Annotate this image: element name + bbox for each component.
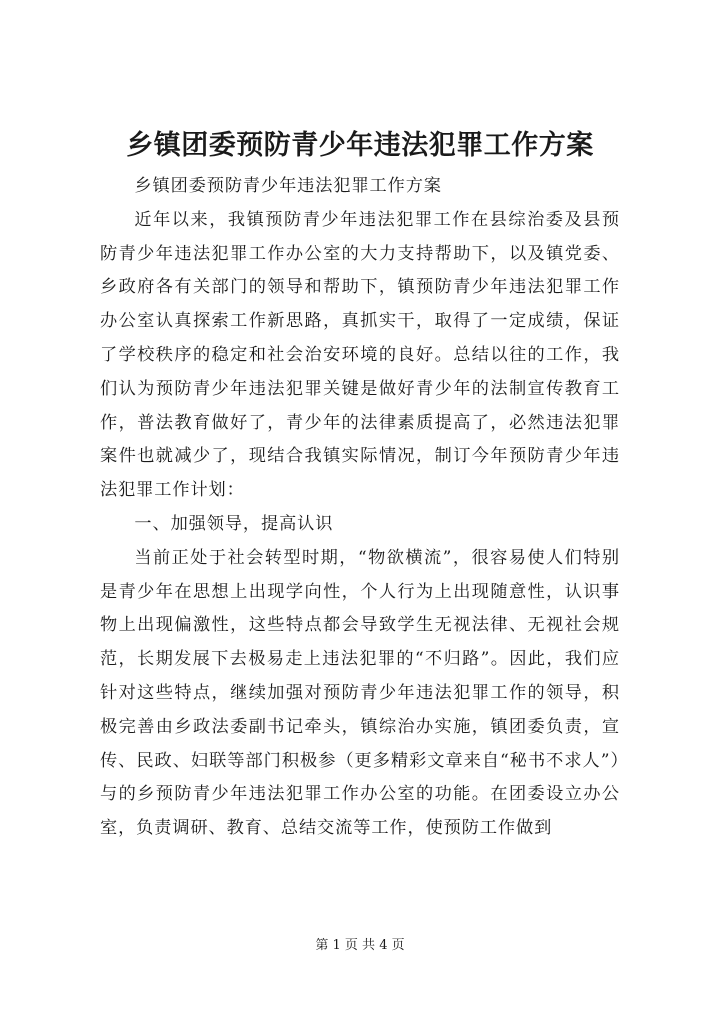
document-body <box>100 170 620 846</box>
document-title: 乡镇团委预防青少年违法犯罪工作方案 <box>126 130 594 161</box>
section-heading: 一、加强领导，提高认识 <box>134 513 334 534</box>
page-number: 第 1 页 共 4 页 <box>315 938 405 953</box>
section-paragraph: 当前正处于社会转型时期，“物欲横流”，很容易使人们特别是青少年在思想上出现学向性，个人行为上出现随意性，认识事物上出现偏激性，这些特点都会导致学生无视法律、无视社会规范，长期发展下去极易走上违法犯罪的“不归路”。因此，我们应针对这些特点，继续加强对预防青少年违法犯罪工作的领导，积极完善由乡政法委副书记牵头，镇综治办实施，镇团委负责，宣传、民政、妇联等部门积极参（更多精彩文章来自“秘书不求人”）与的乡预防青少年违法犯罪工作办公室的功能。在团委设立办公室，负责调研、教育、总结交流等工作，使预防工作做到 <box>100 547 620 839</box>
subtitle-paragraph: 乡镇团委预防青少年违法犯罪工作方案 <box>134 176 442 196</box>
intro-paragraph: 近年以来，我镇预防青少年违法犯罪工作在县综治委及县预防青少年违法犯罪工作办公室的大力支持帮助下，以及镇党委、乡政府各有关部门的领导和帮助下，镇预防青少年违法犯罪工作办公室认真探索工作新思路，真抓实干，取得了一定成绩，保证了学校秩序的稳定和社会治安环境的良好。总结以往的工作，我们认为预防青少年违法犯罪关键是做好青少年的法制宣传教育工作，普法教育做好了，青少年的法律素质提高了，必然违法犯罪案件也就减少了，现结合我镇实际情况，制订今年预防青少年违法犯罪工作计划： <box>100 209 620 501</box>
